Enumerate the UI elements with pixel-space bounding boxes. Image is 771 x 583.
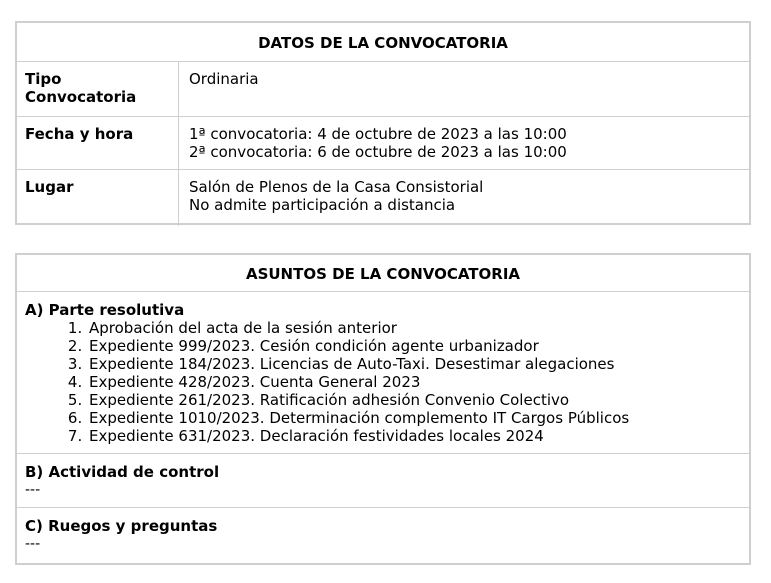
agenda-item: 2. Expediente 999/2023. Cesión condición agente urbanizador bbox=[87, 337, 741, 355]
row-label: Fecha y hora bbox=[17, 117, 179, 169]
value-line: Salón de Plenos de la Casa Consistorial bbox=[189, 178, 484, 196]
agenda-item: 7. Expediente 631/2023. Declaración festividades locales 2024 bbox=[87, 427, 741, 445]
value-line: 2ª convocatoria: 6 de octubre de 2023 a las 10:00 bbox=[189, 143, 567, 161]
row-label: Tipo Convocatoria bbox=[17, 62, 179, 116]
section-parte-resolutiva bbox=[17, 292, 749, 454]
agenda-list bbox=[25, 319, 741, 445]
section-heading: C) Ruegos y preguntas bbox=[25, 517, 218, 535]
datos-title: DATOS DE LA CONVOCATORIA bbox=[17, 23, 749, 62]
row-value bbox=[179, 170, 493, 226]
section-content: --- bbox=[25, 482, 41, 498]
row-label: Lugar bbox=[17, 170, 179, 226]
section-heading: B) Actividad de control bbox=[25, 463, 220, 481]
agenda-item: 3. Expediente 184/2023. Licencias de Auto-Taxi. Desestimar alegaciones bbox=[87, 355, 741, 373]
section-heading: A) Parte resolutiva bbox=[25, 301, 185, 319]
agenda-item: 1. Aprobación del acta de la sesión anterior bbox=[87, 319, 741, 337]
row-lugar bbox=[17, 170, 749, 226]
value-line: Ordinaria bbox=[189, 70, 259, 88]
row-value bbox=[179, 62, 269, 116]
row-tipo-convocatoria bbox=[17, 62, 749, 117]
section-content: --- bbox=[25, 536, 41, 552]
section-actividad-control bbox=[17, 454, 749, 508]
agenda-item: 6. Expediente 1010/2023. Determinación complemento IT Cargos Públicos bbox=[87, 409, 741, 427]
value-line: No admite participación a distancia bbox=[189, 196, 456, 214]
asuntos-convocatoria-table bbox=[15, 253, 751, 565]
row-value bbox=[179, 117, 577, 169]
value-line: 1ª convocatoria: 4 de octubre de 2023 a las 10:00 bbox=[189, 125, 567, 143]
section-ruegos-preguntas bbox=[17, 508, 749, 564]
datos-convocatoria-table bbox=[15, 21, 751, 225]
row-fecha-hora bbox=[17, 117, 749, 170]
agenda-item: 4. Expediente 428/2023. Cuenta General 2023 bbox=[87, 373, 741, 391]
agenda-item: 5. Expediente 261/2023. Ratificación adhesión Convenio Colectivo bbox=[87, 391, 741, 409]
asuntos-title: ASUNTOS DE LA CONVOCATORIA bbox=[17, 255, 749, 292]
